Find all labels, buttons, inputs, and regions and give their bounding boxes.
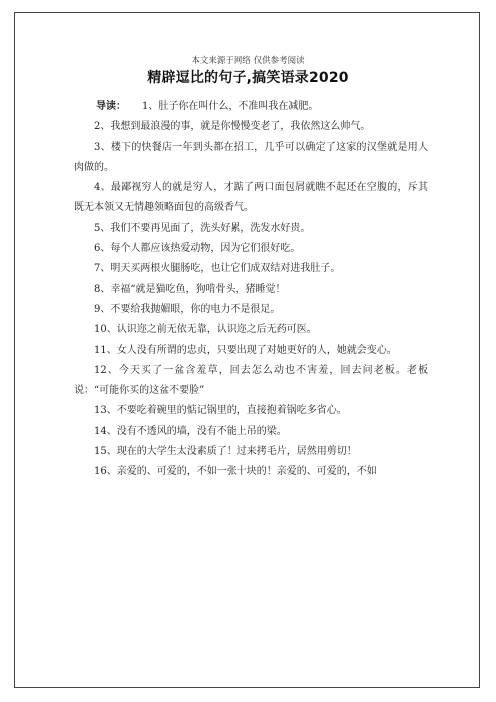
paragraph: 9、不要给我抛媚眼，你的电力不是很足。 (94, 303, 281, 315)
lead-text: 1、肚子你在叫什么，不准叫我在减肥。 (142, 101, 319, 112)
paragraph: 5、我们不要再见面了，洗头好累，洗发水好贵。 (94, 222, 311, 234)
paragraph: 8、幸福“就是猫吃鱼，狗啃骨头，猪睡觉！ (94, 283, 286, 295)
paragraph: 7、明天买两根火腿肠吃，也让它们成双结对进我肚子。 (94, 263, 341, 275)
paragraph: 11、女人没有所谓的忠贞，只要出现了对她更好的人，她就会变心。 (94, 344, 397, 356)
paragraph: 12、今天买了一盆含羞草，回去怎么动也不害羞，回去问老板。老板说：“可能你买的这盆不要脸” (74, 364, 428, 397)
lead-paragraph (74, 97, 428, 117)
document-title: 精辟逗比的句子,搞笑语录2020 (147, 70, 349, 86)
paragraph: 14、没有不透风的墙，没有不能上吊的梁。 (94, 425, 287, 437)
paragraph: 3、楼下的快餐店一年到头都在招工，几乎可以确定了这家的汉堡就是用人肉做的。 (74, 141, 428, 173)
source-note: 本文来源于网络 仅供参考阅读 (191, 56, 305, 66)
paragraph: 15、现在的大学生太没素质了！过来拷毛片，居然用剪切！ (94, 446, 357, 458)
paragraph: 10、认识迩之前无依无靠，认识迩之后无药可医。 (94, 324, 317, 336)
paragraph: 4、最鄙视穷人的就是穷人，才踮了两口面包屑就瞧不起还在空腹的，斥其既无本领又无情趣领略面包的高级香气。 (74, 182, 428, 214)
paragraph: 16、亲爱的、可爱的，不如一张十块的！亲爱的、可爱的，不如 (94, 466, 377, 478)
paragraph: 2、我想到最浪漫的事，就是你慢慢变老了，我依然这么帅气。 (94, 121, 371, 133)
article-body (74, 97, 428, 483)
paragraph: 6、每个人都应该热爱动物，因为它们很好吃。 (94, 243, 301, 255)
paragraph: 13、不要吃着碗里的惦记锅里的，直接抱着锅吃多省心。 (94, 405, 347, 417)
lead-label: 导读： (96, 101, 126, 112)
